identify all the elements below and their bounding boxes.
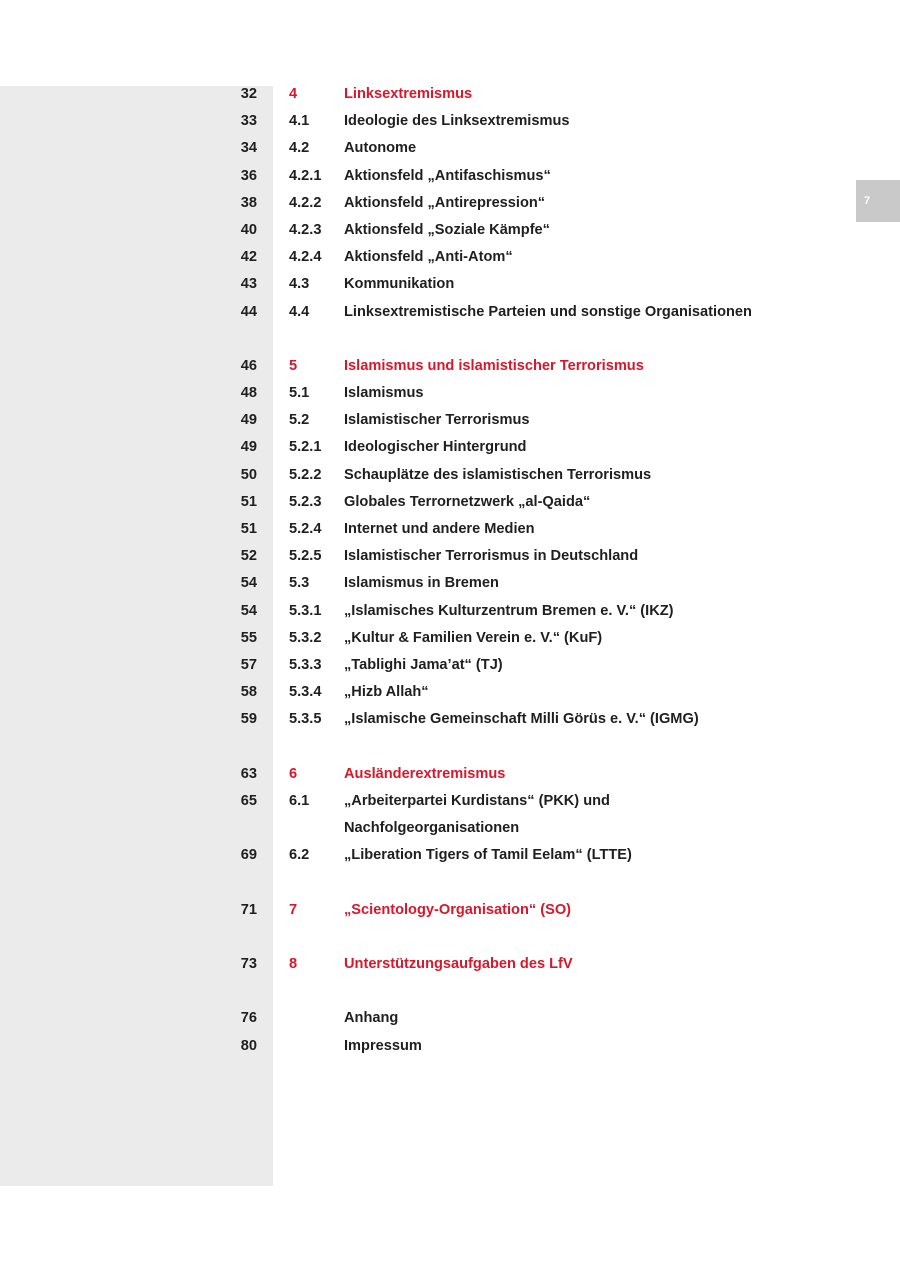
toc-entry (0, 815, 900, 842)
toc-page-number: 59 (240, 711, 257, 728)
toc-chapter-entry (0, 353, 900, 380)
toc-section-title: Internet und andere Medien (344, 521, 535, 537)
toc-section-title: Islamismus in Bremen (344, 575, 499, 592)
toc-page-number: 51 (240, 521, 257, 537)
toc-chapter-entry (0, 951, 900, 978)
toc-entry (0, 543, 900, 570)
toc-section-title: „Scientology-Organisation“ (SO) (344, 901, 572, 918)
toc-section-number: 5.3.4 (289, 684, 322, 701)
toc-page-number: 65 (240, 792, 257, 809)
toc-page-number: 54 (240, 602, 257, 619)
toc-entry (0, 679, 900, 706)
toc-spacer (0, 869, 900, 896)
toc-entry (0, 108, 900, 135)
toc-entry (0, 407, 900, 434)
toc-page-number: 63 (240, 765, 257, 782)
toc-page-number: 46 (240, 357, 257, 374)
toc-chapter-entry (0, 761, 900, 788)
toc-section-title: Anhang (344, 1010, 399, 1027)
toc-entry (0, 244, 900, 271)
toc-section-number: 5.1 (289, 385, 310, 402)
toc-page-number: 38 (240, 194, 257, 211)
toc-section-number: 7 (289, 901, 298, 918)
toc-section-number: 5.2.3 (289, 493, 322, 510)
toc-entry (0, 135, 900, 162)
table-of-contents (0, 81, 900, 1060)
toc-page-number: 42 (240, 249, 257, 266)
toc-page-number: 43 (240, 276, 257, 293)
toc-section-title: Islamistischer Terrorismus in Deutschland (344, 548, 639, 565)
toc-section-number: 8 (289, 956, 298, 972)
toc-section-title: Ideologie des Linksextremismus (344, 113, 570, 130)
toc-section-title: Aktionsfeld „Anti-Atom“ (344, 249, 513, 266)
toc-section-number: 5.2.5 (289, 548, 322, 565)
toc-page-number: 80 (240, 1037, 257, 1054)
toc-entry (0, 462, 900, 489)
toc-section-number: 5.3 (289, 575, 310, 592)
toc-entry (0, 190, 900, 217)
toc-section-title: „Liberation Tigers of Tamil Eelam“ (LTTE) (344, 847, 632, 864)
toc-section-number: 5.2.2 (289, 466, 322, 483)
toc-section-number: 4.4 (289, 303, 310, 320)
toc-entry (0, 706, 900, 733)
toc-page-number: 44 (240, 303, 257, 320)
toc-entry (0, 625, 900, 652)
toc-entry (0, 570, 900, 597)
toc-section-title: „Tablighi Jama’at“ (TJ) (344, 656, 503, 673)
toc-section-number: 5.2.4 (289, 521, 322, 537)
toc-section-title: Linksextremistische Parteien und sonstige Organisationen (344, 303, 752, 320)
toc-section-number: 6.2 (289, 847, 310, 864)
toc-entry (0, 1005, 900, 1032)
toc-entry (0, 380, 900, 407)
toc-section-title: Ideologischer Hintergrund (344, 439, 527, 456)
toc-section-number: 5.3.2 (289, 629, 322, 646)
toc-entry (0, 598, 900, 625)
toc-section-number: 4.2.2 (289, 194, 322, 211)
page-number: 7 (864, 195, 871, 207)
toc-section-title: „Arbeiterpartei Kurdistans“ (PKK) und (344, 792, 610, 809)
toc-section-title: „Kultur & Familien Verein e. V.“ (KuF) (344, 629, 603, 646)
toc-page-number: 51 (240, 493, 257, 510)
toc-page-number: 48 (240, 385, 257, 402)
toc-entry (0, 434, 900, 461)
toc-section-title: Kommunikation (344, 276, 455, 293)
toc-section-number: 5.3.1 (289, 602, 322, 619)
toc-spacer (0, 734, 900, 761)
toc-section-number: 5.2 (289, 412, 310, 429)
toc-page-number: 50 (240, 466, 257, 483)
toc-page-number: 55 (240, 629, 257, 646)
toc-entry (0, 217, 900, 244)
toc-chapter-entry (0, 897, 900, 924)
toc-section-title: Ausländerextremismus (344, 765, 506, 782)
toc-page-number: 33 (240, 113, 257, 130)
toc-spacer (0, 924, 900, 951)
toc-section-title: „Hizb Allah“ (344, 684, 429, 701)
toc-entry (0, 516, 900, 543)
toc-entry (0, 163, 900, 190)
toc-section-number: 5.2.1 (289, 439, 322, 456)
toc-entry (0, 489, 900, 516)
toc-section-title: Unterstützungsaufgaben des LfV (344, 956, 573, 972)
toc-page-number: 58 (240, 684, 257, 701)
toc-section-number: 5 (289, 357, 298, 374)
toc-page-number: 54 (240, 575, 257, 592)
toc-page-number: 57 (240, 656, 257, 673)
toc-page-number: 73 (240, 956, 257, 972)
toc-section-title: Globales Terrornetzwerk „al-Qaida“ (344, 493, 591, 510)
toc-section-number: 4.2.4 (289, 249, 322, 266)
toc-section-title: Islamismus und islamistischer Terrorismus (344, 357, 644, 374)
toc-entry (0, 652, 900, 679)
toc-section-title: Aktionsfeld „Soziale Kämpfe“ (344, 221, 550, 238)
toc-page-number: 76 (240, 1010, 257, 1027)
toc-section-number: 4.2.3 (289, 221, 322, 238)
toc-section-number: 5.3.5 (289, 711, 322, 728)
toc-section-title: Linksextremismus (344, 86, 473, 102)
toc-spacer (0, 978, 900, 1005)
toc-page-number: 52 (240, 548, 257, 565)
toc-section-number: 4 (289, 86, 298, 102)
toc-chapter-entry (0, 81, 900, 108)
toc-section-title: Autonome (344, 140, 417, 157)
toc-section-title: Islamistischer Terrorismus (344, 412, 530, 429)
toc-entry (0, 788, 900, 815)
toc-section-title: Aktionsfeld „Antifaschismus“ (344, 167, 551, 184)
toc-page-number: 69 (240, 847, 257, 864)
toc-section-title: „Islamische Gemeinschaft Milli Görüs e. V.“ (IGMG) (344, 711, 699, 728)
toc-section-title: Islamismus (344, 385, 424, 402)
toc-page-number: 34 (240, 140, 257, 157)
toc-page-number: 49 (240, 439, 257, 456)
toc-entry (0, 1033, 900, 1060)
toc-section-title: „Islamisches Kulturzentrum Bremen e. V.“ (IKZ) (344, 602, 674, 619)
toc-section-number: 6 (289, 765, 298, 782)
toc-section-title: Impressum (344, 1037, 422, 1054)
toc-page-number: 40 (240, 221, 257, 238)
toc-section-number: 6.1 (289, 792, 310, 809)
toc-page-number: 36 (240, 167, 257, 184)
toc-entry (0, 299, 900, 326)
toc-section-number: 4.2.1 (289, 167, 322, 184)
toc-section-title: Nachfolgeorganisationen (344, 820, 520, 837)
toc-entry (0, 271, 900, 298)
toc-section-number: 4.3 (289, 276, 310, 293)
toc-section-number: 4.2 (289, 140, 310, 157)
toc-section-number: 5.3.3 (289, 656, 322, 673)
toc-page-number: 32 (240, 86, 257, 102)
toc-page-number: 49 (240, 412, 257, 429)
toc-section-number: 4.1 (289, 113, 310, 130)
toc-section-title: Aktionsfeld „Antirepression“ (344, 194, 546, 211)
toc-section-title: Schauplätze des islamistischen Terrorismus (344, 466, 652, 483)
toc-entry (0, 842, 900, 869)
toc-spacer (0, 326, 900, 353)
toc-page-number: 71 (240, 901, 257, 918)
